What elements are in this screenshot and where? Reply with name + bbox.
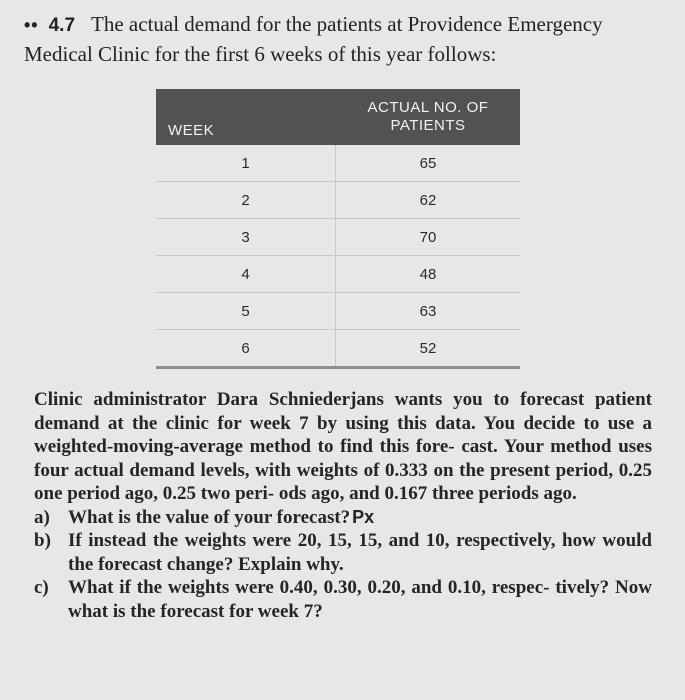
part-label: c): [34, 577, 49, 598]
table-row: [156, 145, 520, 182]
patients-cell: 52: [419, 339, 437, 357]
problem-heading: [24, 10, 674, 68]
header-week: WEEK: [168, 122, 215, 139]
part-a: [34, 506, 652, 530]
part-c: [34, 576, 652, 623]
week-cell: 4: [156, 256, 336, 292]
part-label: a): [34, 506, 50, 528]
patients-cell: 65: [419, 154, 437, 172]
part-label: b): [34, 530, 51, 551]
patients-cell: 48: [419, 265, 437, 283]
week-cell: 6: [156, 330, 336, 366]
week-cell: 3: [156, 219, 336, 255]
table-row: [156, 219, 520, 256]
problem-statement: The actual demand for the patients at Providence Emergency Medical Clinic for the first 6 weeks of this year follows:: [24, 12, 603, 66]
table-row: [156, 182, 520, 219]
header-patients-line1: ACTUAL NO. OF: [367, 99, 489, 116]
patients-cell: 63: [419, 302, 437, 320]
problem-parts: [34, 506, 652, 624]
part-text: What is the value of your forecast?: [68, 506, 351, 528]
part-b: [34, 529, 652, 576]
table-header: [156, 89, 520, 145]
problem-body: [34, 388, 652, 623]
week-cell: 1: [156, 145, 336, 181]
week-cell: 5: [156, 293, 336, 329]
problem-paragraph: Clinic administrator Dara Schniederjans wants you to forecast patient demand at the clinic for week 7 by using this data. You decide to use a weighted-moving-average method to find this fore- cast. Your method uses four actual demand levels, with weights of 0.333 on the present period, 0.25 one period ago, 0.25 two peri- ods ago, and 0.167 three periods ago.: [34, 389, 652, 504]
header-patients-line2: PATIENTS: [390, 117, 466, 134]
problem-number: 4.7: [48, 15, 76, 36]
px-badge-icon: Px: [352, 506, 375, 527]
table-row: [156, 330, 520, 369]
demand-table: [156, 89, 520, 369]
patients-cell: 62: [419, 191, 437, 209]
difficulty-dots: ••: [24, 15, 39, 35]
table-row: [156, 293, 520, 330]
part-text: What if the weights were 0.40, 0.30, 0.20, and 0.10, respec- tively? Now what is the forecast for week 7?: [68, 577, 652, 622]
header-patients: [336, 89, 520, 145]
week-cell: 2: [156, 182, 336, 218]
patients-cell: 70: [419, 228, 437, 246]
part-text: If instead the weights were 20, 15, 15, and 10, respectively, how would the forecast change? Explain why.: [68, 530, 652, 575]
table-row: [156, 256, 520, 293]
